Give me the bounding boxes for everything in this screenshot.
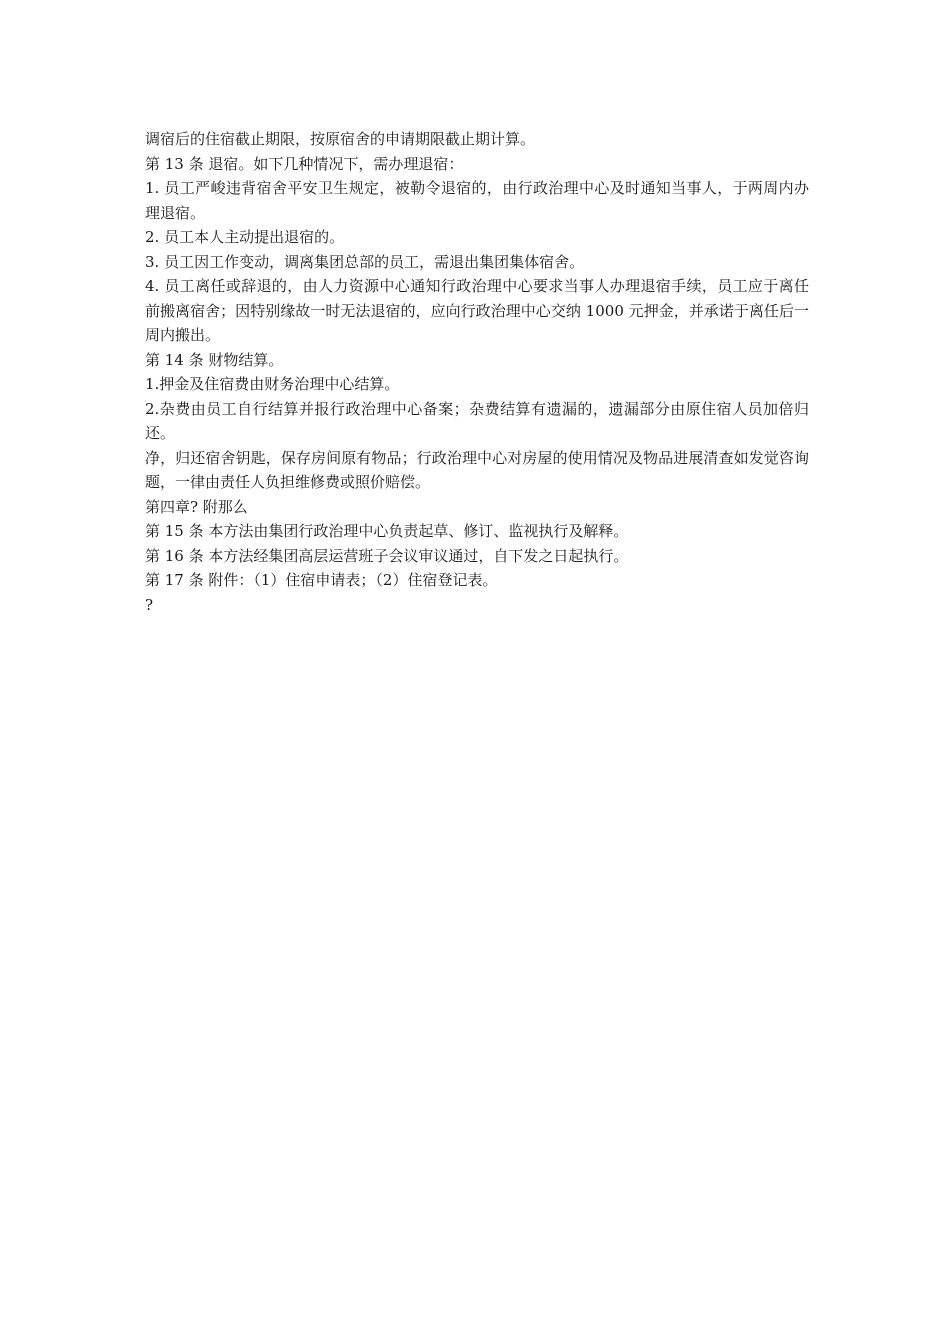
paragraph-dorm-deadline: 调宿后的住宿截止期限，按原宿舍的申请期限截止期计算。 xyxy=(145,130,536,148)
article-13-item-4: 4. 员工离任或辞退的，由人力资源中心通知行政治理中心要求当事人办理退宿手续，员工应于离任前搬离宿舍；因特别缘故一时无法退宿的，应向行政治理中心交纳 1000 元押金，并承诺于离任后一周内搬出。 xyxy=(145,277,809,344)
article-13-heading: 第 13 条 退宿。如下几种情况下，需办理退宿： xyxy=(145,154,464,173)
article-15: 第 15 条 本方法由集团行政治理中心负责起草、修订、监视执行及解释。 xyxy=(145,522,629,540)
article-13-item-2: 2. 员工本人主动提出退宿的。 xyxy=(145,228,345,246)
article-13-item-1: 1. 员工严峻违背宿舍平安卫生规定，被勒令退宿的，由行政治理中心及时通知当事人，于两周内办理退宿。 xyxy=(145,179,809,222)
paragraph-key-return: 净，归还宿舍钥匙，保存房间原有物品；行政治理中心对房屋的使用情况及物品进展清查如发觉咨询题，一律由责任人负担维修费或照价赔偿。 xyxy=(145,448,809,491)
article-14-item-1: 1.押金及住宿费由财务治理中心结算。 xyxy=(145,375,400,393)
article-14-heading: 第 14 条 财物结算。 xyxy=(145,350,284,369)
document-body xyxy=(145,127,809,617)
chapter-4-heading: 第四章? 附那么 xyxy=(145,497,248,516)
article-17: 第 17 条 附件：（1）住宿申请表；（2）住宿登记表。 xyxy=(145,571,498,589)
trailing-mark: ? xyxy=(145,595,154,614)
article-13-item-3: 3. 员工因工作变动，调离集团总部的员工，需退出集团集体宿舍。 xyxy=(145,252,585,271)
article-14-item-2: 2.杂费由员工自行结算并报行政治理中心备案；杂费结算有遗漏的，遗漏部分由原住宿人员加倍归还。 xyxy=(145,399,809,442)
article-16: 第 16 条 本方法经集团高层运营班子会议审议通过，自下发之日起执行。 xyxy=(145,546,629,565)
